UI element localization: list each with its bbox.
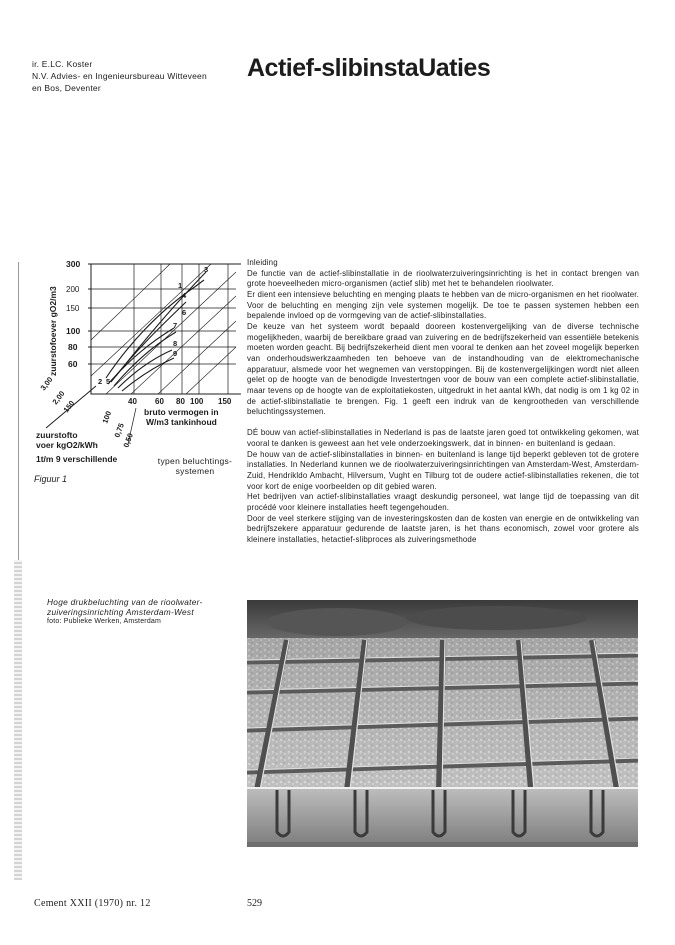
photo-caption	[47, 597, 247, 627]
x-axis-label-unit: W/m3 tankinhoud	[146, 417, 217, 427]
diag-axis-label: zuurstofto	[36, 430, 78, 440]
article-body	[247, 258, 639, 546]
figure-legend-line: typen beluchtings-	[157, 456, 233, 466]
figure-1-nomogram	[36, 258, 241, 474]
curve-label: 2	[98, 377, 103, 386]
y-tick-label: 80	[68, 342, 78, 352]
diag-axis-label-range: 1t/m 9 verschillende	[36, 454, 118, 464]
diag-axis-label-unit: voer kgO2/kWh	[36, 440, 98, 450]
curve-label: 6	[182, 308, 187, 317]
diag-tick-label: 2,00	[50, 389, 67, 407]
paragraph: De keuze van het systeem wordt bepaald dooreen kostenvergelijking van de diverse technische mogelijkheden, waarbij de bereikbare graad van zuivering en de bedrijfszekerheid van essentiële betekenis moeten worden geacht. Bij bedrijfszekerheid dient men vooral te denken aan het zoveel mogelijk beperken van onderhoudswerkzaamheden ten behoeve van de instandhouding van de elektromechanische apparatuur, alsmede voor het wegnemen van verstoppingen. Bij de kostenvergelijkingen wordt niet alleen gelet op de hoogte van de benodigde Investertngen voor de bouw van een complete actief-slibinstallatie, maar tevens op de hoogte van de exploitatiekosten, uitgedrukt in het aantal kWh, dat nodig is om 1 kg 02 in de actief-slibinstallatie te brengen. Fig. 1 geeft een indruk van de kengrootheden van verschillende beluchtingssystemen.	[247, 321, 639, 417]
curve-label: 4	[182, 291, 187, 300]
figure-caption: Figuur 1	[34, 474, 68, 484]
diag-tick-label: 100	[100, 409, 114, 425]
y-tick-label: 150	[66, 304, 80, 313]
x-tick-label: 150	[218, 397, 232, 406]
diag-tick-label: 0,50	[121, 431, 135, 449]
paragraph: Het bedrijven van actief-slibinstallaties vraagt deskundig personeel, wat lange tijd de toepassing van dit procédé voor kleinere installaties heeft tegengehouden.	[247, 492, 639, 513]
page-number: 529	[247, 898, 262, 909]
x-tick-label: 60	[155, 397, 164, 406]
y-tick-label: 200	[66, 285, 80, 294]
diag-line-2	[106, 272, 236, 394]
curve-label: 8	[173, 339, 178, 348]
paragraph: Er dient een intensieve beluchting en menging plaats te hebben van de micro-organismen en het rioolwater. Voor de beluchting en menging zijn vele systemen mogelijk. De toe te passen systemen hebben een bepalende invloed op de vormgeving van de actief-slibinstallaties.	[247, 289, 639, 321]
x-tick-label: 80	[176, 397, 185, 406]
x-axis-label: bruto vermogen in	[144, 407, 219, 417]
article-title: Actief-slibinstaUaties	[247, 54, 491, 82]
curve-label: 5	[106, 377, 111, 386]
y-axis-label: zuurstofoever gO2/m3	[48, 286, 58, 376]
photo-caption-line: Hoge drukbeluchting van de rioolwater-	[47, 597, 203, 607]
curve-label: 1	[178, 281, 183, 290]
curve-label: 7	[173, 321, 178, 330]
figure-legend	[145, 456, 245, 476]
paragraph: De houw van de actief-slibinstallaties in binnen- en buitenland is lange tijd beperkt gebleven tot de grotere installaties. In Nederland kunnen we de rioolwaterzuiveringsinrichtingen van Amsterdam-West, Amsterdam-Zuid, Hendrikldo Ambacht, Hilversum, Vught en Tilburg tot de oudere actief-slibinstallaties rekenen, die tot voor kort de enige voorbeelden op dit gebied waren.	[247, 449, 639, 491]
curve-label: 9	[173, 349, 178, 358]
x-tick-label: 40	[128, 397, 137, 406]
photo-credit: foto: Publieke Werken, Amsterdam	[47, 618, 162, 625]
nomogram-frame	[91, 264, 241, 394]
paragraph: DÉ bouw van actief-slibinstallaties in Nederland is pas de laatste jaren goed tot ontwikkeling gekomen, wat vooral te danken is geweest aan het vele onderzoekingswerk, dat in binnen- en buitenland is gedaan.	[247, 428, 639, 449]
figure-legend-line: systemen	[175, 466, 215, 476]
author-block	[32, 58, 252, 94]
paragraph: Door de veel sterkere stijging van de investeringskosten dan de kosten van energie en de ontwikkeling van bedrijfszekere apparatuur gedurende de laatste jaren, is het thans economisch, zowel voor grotere als kleinere installaties, hetactief-slibproces als zuiveringsmethode	[247, 513, 639, 544]
photo-caption-line: zuiveringsinrichting Amsterdam-West	[47, 607, 194, 617]
diag-tick-label: 3,00	[38, 375, 55, 393]
aeration-tank-photo	[247, 600, 638, 847]
scan-edge-strip	[14, 560, 22, 880]
author-name: ir. E.LC. Koster	[32, 59, 93, 69]
curve-system-7	[108, 328, 174, 384]
x-tick-label: 100	[190, 397, 204, 406]
diag-tick-label: 0,75	[112, 421, 126, 439]
section-heading: Inleiding	[247, 258, 278, 267]
journal-reference: Cement XXII (1970) nr. 12	[34, 898, 151, 909]
y-tick-label: 300	[66, 259, 81, 269]
diag-tick-label: 150	[61, 398, 77, 415]
author-affiliation: N.V. Advies- en Ingenieursbureau Witteveen	[32, 71, 207, 81]
diag-line-5	[186, 347, 236, 394]
author-location: en Bos, Deventer	[32, 83, 101, 93]
y-tick-label: 100	[66, 326, 81, 336]
y-tick-label: 60	[68, 359, 78, 369]
paragraph: De functie van de actief-slibinstallatie in de rioolwaterzuiveringsinrichting is het in contact brengen van grote hoeveelheden micro-organismen (actief slib) met het te behandelen rioolwater.	[247, 268, 639, 289]
diag-line-1	[91, 264, 211, 376]
curve-system-8	[118, 350, 172, 388]
curve-label: 3	[204, 265, 209, 274]
